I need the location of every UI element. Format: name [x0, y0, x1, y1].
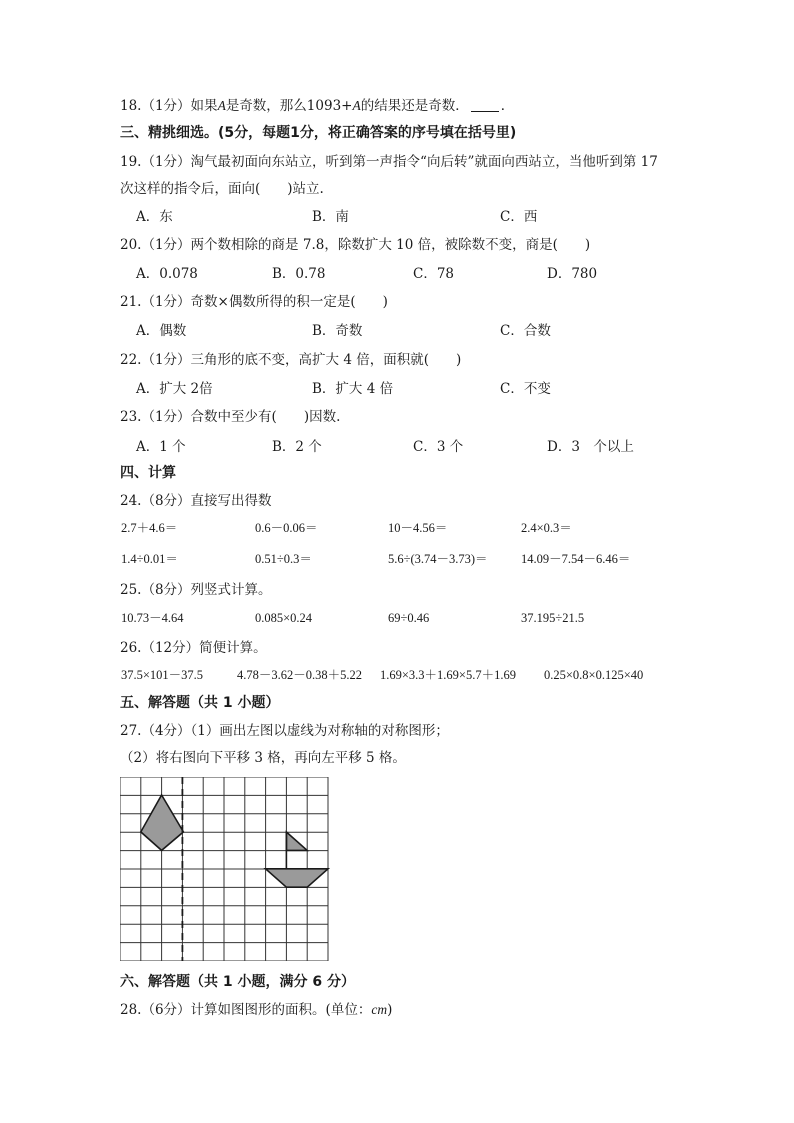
q24-expr-8: 14.09－7.54－6.46＝: [521, 552, 631, 566]
question-23: 23.（1分）合数中至少有( )因数.: [120, 409, 341, 425]
q20-option-b[interactable]: B．0.78: [272, 266, 326, 282]
q19-option-c[interactable]: C．西: [500, 209, 538, 225]
q23-option-b[interactable]: B．2 个: [272, 439, 322, 455]
section-3-heading: 三、精挑细选。(5分，每题1分，将正确答案的序号填在括号里): [120, 125, 517, 141]
q20-option-a[interactable]: A．0.078: [136, 266, 198, 282]
q24-expr-3: 10－4.56＝: [388, 521, 448, 535]
q20-option-c[interactable]: C．78: [413, 266, 455, 282]
q22-option-a[interactable]: A．扩大 2倍: [136, 381, 213, 397]
q21-option-a[interactable]: A．偶数: [136, 323, 187, 339]
question-28: 28.（6分）计算如图图形的面积。(单位：cm): [120, 1002, 393, 1018]
q26-expr-4: 0.25×0.8×0.125×40: [544, 668, 644, 682]
q24-expr-2: 0.6－0.06＝: [255, 521, 318, 535]
section-4-heading: 四、计算: [120, 465, 176, 481]
q22-option-c[interactable]: C．不变: [500, 381, 551, 397]
q26-expr-1: 37.5×101－37.5: [121, 668, 204, 682]
question-20: 20.（1分）两个数相除的商是 7.8，除数扩大 10 倍，被除数不变，商是( ): [120, 237, 591, 253]
q21-option-c[interactable]: C．合数: [500, 323, 551, 339]
q23-option-a[interactable]: A．1 个: [136, 439, 186, 455]
right-flag-shape: [286, 832, 307, 850]
q19-option-b[interactable]: B．南: [312, 209, 349, 225]
q24-expr-7: 5.6÷(3.74－3.73)＝: [388, 552, 488, 566]
q23-option-d[interactable]: D．3 个以上: [547, 439, 634, 455]
answer-blank[interactable]: [471, 97, 499, 112]
q26-expr-2: 4.78－3.62－0.38＋5.22: [237, 668, 363, 682]
q24-expr-1: 2.7＋4.6＝: [121, 521, 178, 535]
question-24: 24.（8分）直接写出得数: [120, 493, 272, 509]
q25-expr-1: 10.73－4.64: [121, 611, 184, 625]
q26-expr-3: 1.69×3.3＋1.69×5.7＋1.69: [380, 668, 516, 682]
question-26: 26.（12分）简便计算。: [120, 640, 267, 656]
q25-expr-4: 37.195÷21.5: [521, 611, 585, 625]
section-6-heading: 六、解答题（共 1 小题，满分 6 分）: [120, 974, 355, 990]
q23-option-c[interactable]: C．3 个: [413, 439, 464, 455]
q25-expr-3: 69÷0.46: [388, 611, 430, 625]
question-18: 18.（1分）如果A是奇数，那么1093+A的结果还是奇数． ．: [120, 98, 515, 114]
question-19-line1: 19.（1分）淘气最初面向东站立，听到第一声指令“向后转”就面向西站立，当他听到第 17: [120, 154, 658, 170]
right-boat-hull: [266, 869, 328, 887]
grid-figure: [120, 777, 332, 961]
question-22: 22.（1分）三角形的底不变，高扩大 4 倍，面积就( ): [120, 352, 462, 368]
q25-expr-2: 0.085×0.24: [255, 611, 313, 625]
q21-option-b[interactable]: B．奇数: [312, 323, 363, 339]
q22-option-b[interactable]: B．扩大 4 倍: [312, 381, 394, 397]
q20-option-d[interactable]: D．780: [547, 266, 598, 282]
question-27-line2: （2）将右图向下平移 3 格，再向左平移 5 格。: [120, 750, 406, 766]
q24-expr-6: 0.51÷0.3＝: [255, 552, 312, 566]
q24-expr-5: 1.4÷0.01＝: [121, 552, 178, 566]
question-19-line2: 次这样的指令后，面向( )站立.: [120, 181, 324, 197]
question-27-line1: 27.（4分）（1）画出左图以虚线为对称轴的对称图形；: [120, 723, 449, 739]
question-25: 25.（8分）列竖式计算。: [120, 582, 272, 598]
left-kite-shape: [141, 795, 184, 850]
q19-option-a[interactable]: A．东: [136, 209, 173, 225]
question-21: 21.（1分）奇数×偶数所得的积一定是( ): [120, 294, 388, 310]
section-5-heading: 五、解答题（共 1 小题）: [120, 695, 280, 711]
q24-expr-4: 2.4×0.3＝: [521, 521, 572, 535]
